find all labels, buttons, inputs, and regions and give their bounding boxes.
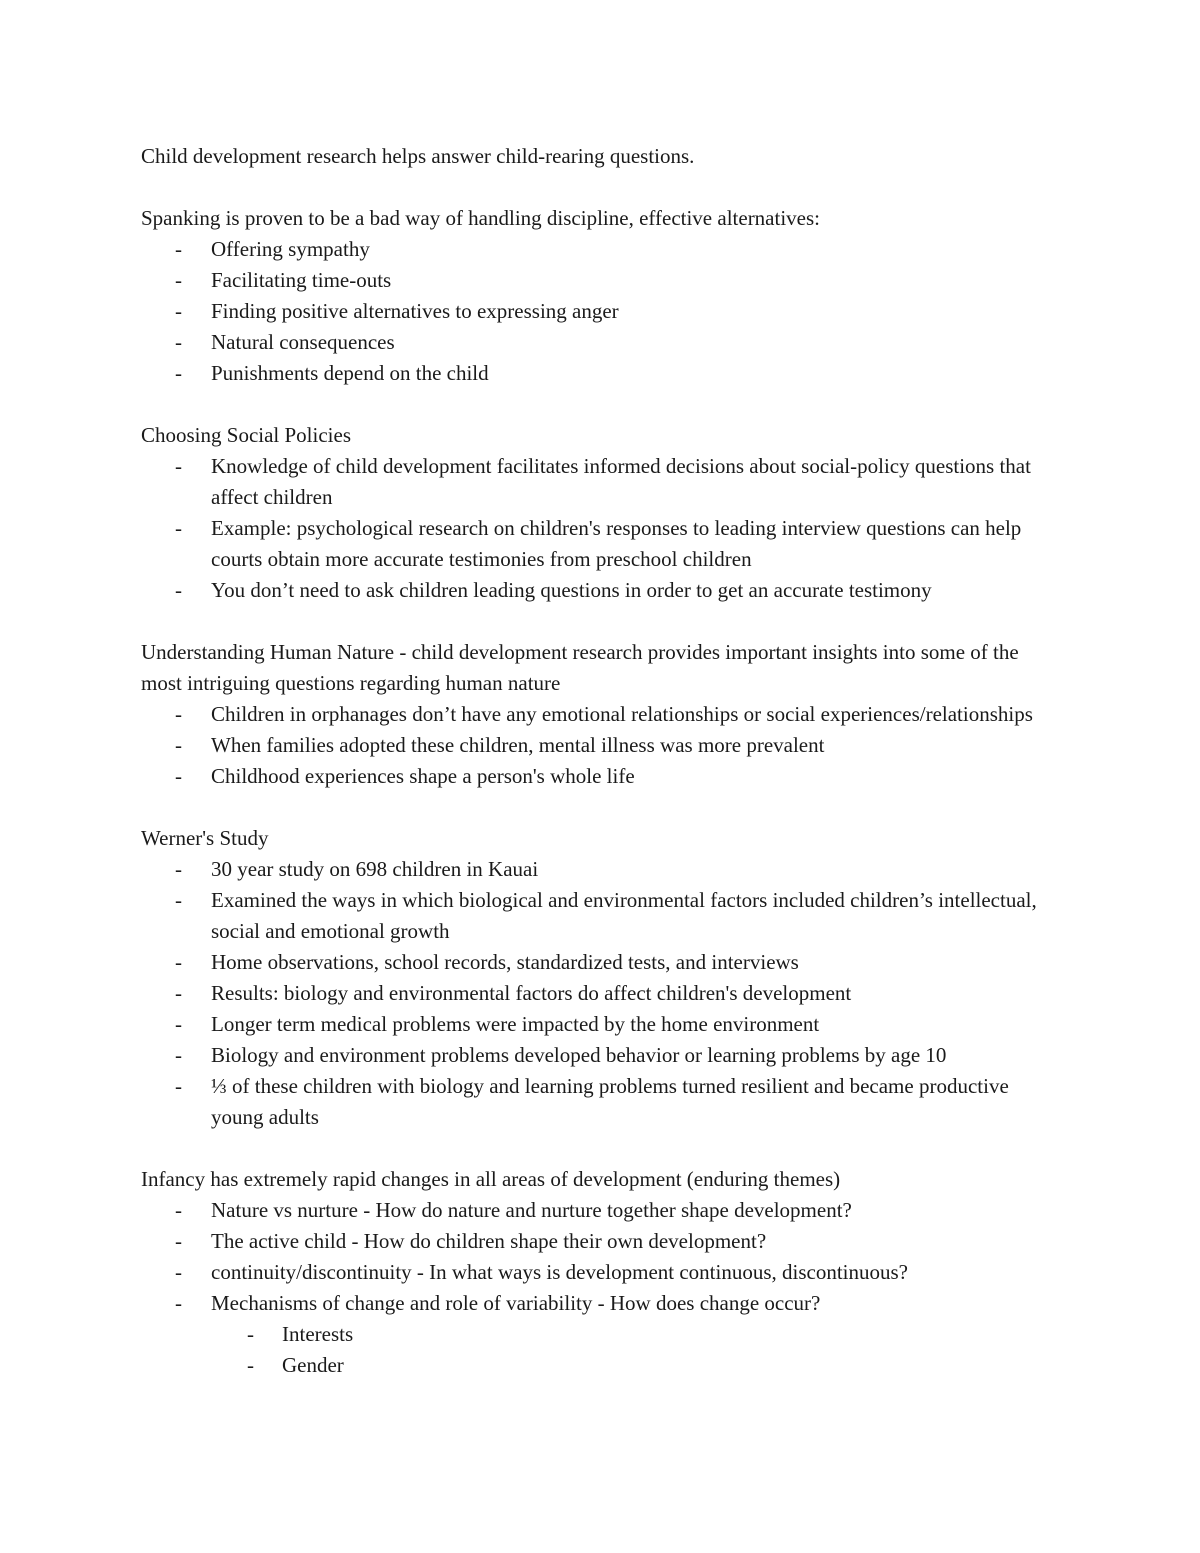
dash-bullet: - <box>175 1260 182 1284</box>
list-item: - Punishments depend on the child <box>141 358 1061 389</box>
human-nature-list <box>141 699 1061 792</box>
paragraph-gap <box>141 389 1061 420</box>
paragraph-gap <box>141 1133 1061 1164</box>
dash-bullet: - <box>175 1229 182 1253</box>
list-item: - continuity/discontinuity - In what ways is development continuous, discontinuous? <box>141 1257 1061 1288</box>
social-policies-list <box>141 451 1061 606</box>
list-item: - You don’t need to ask children leading questions in order to get an accurate testimony <box>141 575 1061 606</box>
dash-bullet: - <box>175 454 182 478</box>
werners-study-list <box>141 854 1061 1133</box>
list-item: - Example: psychological research on children's responses to leading interview questions can help courts obtain more accurate testimonies from preschool children <box>141 513 1061 575</box>
list-item: - Offering sympathy <box>141 234 1061 265</box>
dash-bullet: - <box>247 1322 254 1346</box>
dash-bullet: - <box>175 702 182 726</box>
list-item: - Mechanisms of change and role of variability - How does change occur? <box>141 1288 1061 1319</box>
list-item: - Children in orphanages don’t have any emotional relationships or social experiences/relationships <box>141 699 1061 730</box>
dash-bullet: - <box>175 330 182 354</box>
dash-bullet: - <box>175 268 182 292</box>
list-item: - Longer term medical problems were impacted by the home environment <box>141 1009 1061 1040</box>
list-item: - Biology and environment problems developed behavior or learning problems by age 10 <box>141 1040 1061 1071</box>
dash-bullet: - <box>175 516 182 540</box>
dash-bullet: - <box>175 299 182 323</box>
dash-bullet: - <box>175 1043 182 1067</box>
list-item: - ⅓ of these children with biology and learning problems turned resilient and became productive young adults <box>141 1071 1061 1133</box>
dash-bullet: - <box>175 950 182 974</box>
intro-paragraph: Child development research helps answer child-rearing questions. <box>141 144 695 168</box>
paragraph-gap <box>141 792 1061 823</box>
section-heading-werners-study: Werner's Study <box>141 826 269 850</box>
sub-list-item: - Interests <box>141 1319 1061 1350</box>
list-item: - Childhood experiences shape a person's whole life <box>141 761 1061 792</box>
paragraph-gap <box>141 606 1061 637</box>
dash-bullet: - <box>175 1198 182 1222</box>
dash-bullet: - <box>175 1074 182 1098</box>
section-heading-social-policies: Choosing Social Policies <box>141 423 351 447</box>
list-item: - Home observations, school records, standardized tests, and interviews <box>141 947 1061 978</box>
dash-bullet: - <box>175 578 182 602</box>
section-heading-spanking: Spanking is proven to be a bad way of handling discipline, effective alternatives: <box>141 206 821 230</box>
dash-bullet: - <box>175 733 182 757</box>
dash-bullet: - <box>175 237 182 261</box>
spanking-alternatives-list <box>141 234 1061 389</box>
list-item: - Natural consequences <box>141 327 1061 358</box>
section-heading-infancy: Infancy has extremely rapid changes in all areas of development (enduring themes) <box>141 1167 841 1191</box>
list-item: - The active child - How do children shape their own development? <box>141 1226 1061 1257</box>
list-item: - 30 year study on 698 children in Kauai <box>141 854 1061 885</box>
list-item: - Results: biology and environmental factors do affect children's development <box>141 978 1061 1009</box>
sub-list-item: - Gender <box>141 1350 1061 1381</box>
dash-bullet: - <box>175 1012 182 1036</box>
enduring-themes-list <box>141 1195 1061 1319</box>
dash-bullet: - <box>247 1353 254 1377</box>
list-item: - Finding positive alternatives to expressing anger <box>141 296 1061 327</box>
list-item: - When families adopted these children, mental illness was more prevalent <box>141 730 1061 761</box>
list-item: - Examined the ways in which biological and environmental factors included children’s intellectual, social and emotional growth <box>141 885 1061 947</box>
dash-bullet: - <box>175 981 182 1005</box>
mechanisms-subitems-list <box>141 1319 1061 1381</box>
dash-bullet: - <box>175 361 182 385</box>
list-item: - Nature vs nurture - How do nature and nurture together shape development? <box>141 1195 1061 1226</box>
list-item: - Facilitating time-outs <box>141 265 1061 296</box>
dash-bullet: - <box>175 857 182 881</box>
dash-bullet: - <box>175 1291 182 1315</box>
document-page <box>141 141 1061 1381</box>
list-item: - Knowledge of child development facilitates informed decisions about social-policy questions that affect children <box>141 451 1061 513</box>
dash-bullet: - <box>175 764 182 788</box>
dash-bullet: - <box>175 888 182 912</box>
paragraph-gap <box>141 172 1061 203</box>
section-heading-human-nature: Understanding Human Nature - child development research provides important insights into some of the most intriguing questions regarding human nature <box>141 640 1019 695</box>
